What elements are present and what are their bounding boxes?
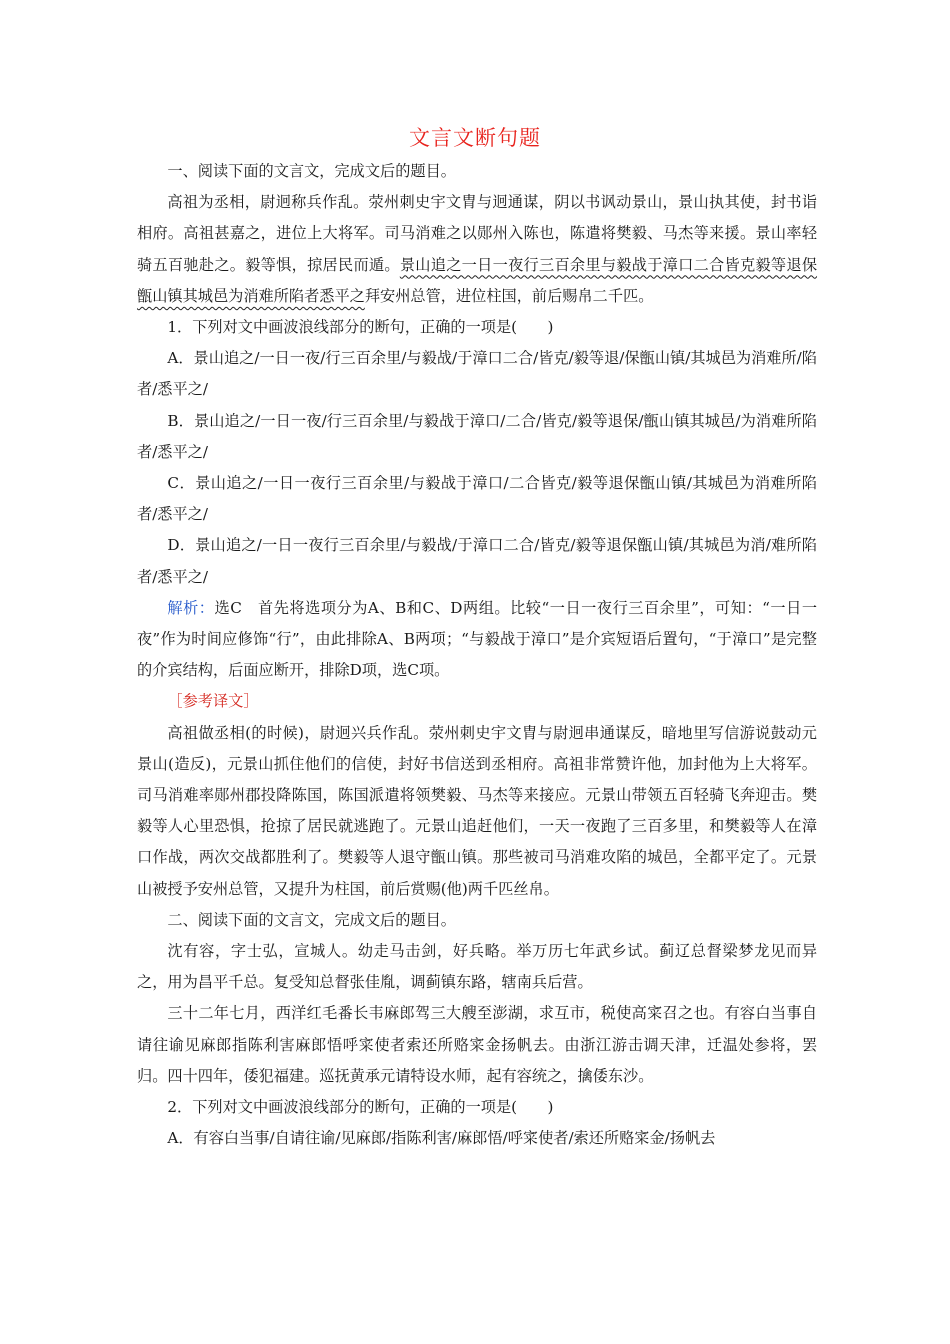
question-1: 1．下列对文中画波浪线部分的断句，正确的一项是( ) (167, 318, 554, 337)
section2-paragraph-1: 沈有容，字士弘，宣城人。幼走马击剑，好兵略。举万历七年武乡试。蓟辽总督梁梦龙见而异之，用为昌平千总。复受知总督张佳胤，调蓟镇东路，辖南兵后营。 (137, 942, 817, 992)
passage2-text-end: 。由浙江游击调天津，迁温处参将，罢归。四十四年，倭犯福建。巡抚黄承元请特设水师，起有容统之，擒倭东沙。 (137, 1035, 818, 1085)
passage2-text: 三十二年七月，西洋红毛番长韦麻郎驾三大艘至澎湖，求互市，税使高寀召之也。有容白当事自请往谕见麻郎指陈利害麻郎悟呼寀使者索还所赂寀金扬帆去 (137, 1004, 817, 1054)
document-body (137, 156, 817, 1155)
translation-text: 高祖做丞相(的时候)，尉迥兴兵作乱。荥州刺史宇文胄与尉迥串通谋反，暗地里写信游说鼓动元景山(造反)，元景山抓住他们的信使，封好书信送到丞相府。高祖非常赞许他，加封他为上大将军。司马消难率郧州郡投降陈国，陈国派遣将领樊毅、马杰等来接应。元景山带领五百轻骑飞奔迎击。樊毅等人心里恐惧，抢掠了居民就逃跑了。元景山追赶他们，一天一夜跑了三百多里，和樊毅等人在漳口作战，两次交战都胜利了。樊毅等人退守甑山镇。那些被司马消难攻陷的城邑，全都平定了。元景山被授予安州总管，又提升为柱国，前后赏赐(他)两千匹丝帛。 (137, 723, 817, 898)
wavy-underlined-passage: 景山追之一日一夜行三百余里与毅战于漳口二合皆克毅等退保甑山镇其城邑为消难所陷者悉平之 (137, 255, 818, 305)
question-2-option-a: A．有容白当事/自请往谕/见麻郎/指陈利害/麻郎悟/呼寀使者/索还所赂寀金/扬帆去 (167, 1129, 716, 1148)
section1-heading: 一、阅读下面的文言文，完成文后的题目。 (167, 162, 456, 180)
reference-translation-label: ［参考译文］ (167, 692, 259, 711)
section2-heading: 二、阅读下面的文言文，完成文后的题目。 (167, 910, 456, 929)
passage-text-end: 拜安州总管，进位柱国，前后赐帛二千匹。 (364, 286, 654, 305)
analysis-text: 选C 首先将选项分为A、B和C、D两组。比较“一日一夜行三百余里”，可知：“一日一夜”作为时间应修饰“行”，由此排除A、B两项；“与毅战于漳口”是介宾短语后置句，“于漳口”是完整的介宾结构，后面应断开，排除D项，选C项。 (137, 598, 818, 680)
analysis-label: 解析： (167, 598, 215, 617)
option-b: B．景山追之/一日一夜/行三百余里/与毅战于漳口/二合/皆克/毅等退保/甑山镇其城邑/为消难所陷者/悉平之/ (137, 411, 817, 461)
option-d: D．景山追之/一日一夜行三百余里/与毅战/于漳口二合/皆克/毅等退保甑山镇/其城邑为消/难所陷者/悉平之/ (137, 536, 817, 586)
section1-passage (137, 187, 817, 312)
passage-text: 高祖为丞相，尉迥称兵作乱。荥州刺史宇文胄与迥通谋，阴以书讽动景山，景山执其使，封书诣相府。高祖甚嘉之，进位上大将军。司马消难之以郧州入陈也，陈遣将樊毅、马杰等来援。景山率轻骑五百驰赴之。毅等惧，掠居民而遁。 (137, 193, 817, 274)
option-c: C．景山追之/一日一夜行三百余里/与毅战于漳口/二合皆克/毅等退保甑山镇/其城邑为消难所陷者/悉平之/ (137, 474, 817, 524)
question-2: 2．下列对文中画波浪线部分的断句，正确的一项是( ) (167, 1098, 554, 1117)
section2-paragraph-2 (137, 998, 817, 1092)
page-title: 文言文断句题 (409, 126, 541, 150)
option-a: A．景山追之/一日一夜/行三百余里/与毅战/于漳口二合/皆克/毅等退/保甑山镇/其城邑为消难所/陷者/悉平之/ (137, 349, 817, 399)
analysis (137, 593, 817, 687)
